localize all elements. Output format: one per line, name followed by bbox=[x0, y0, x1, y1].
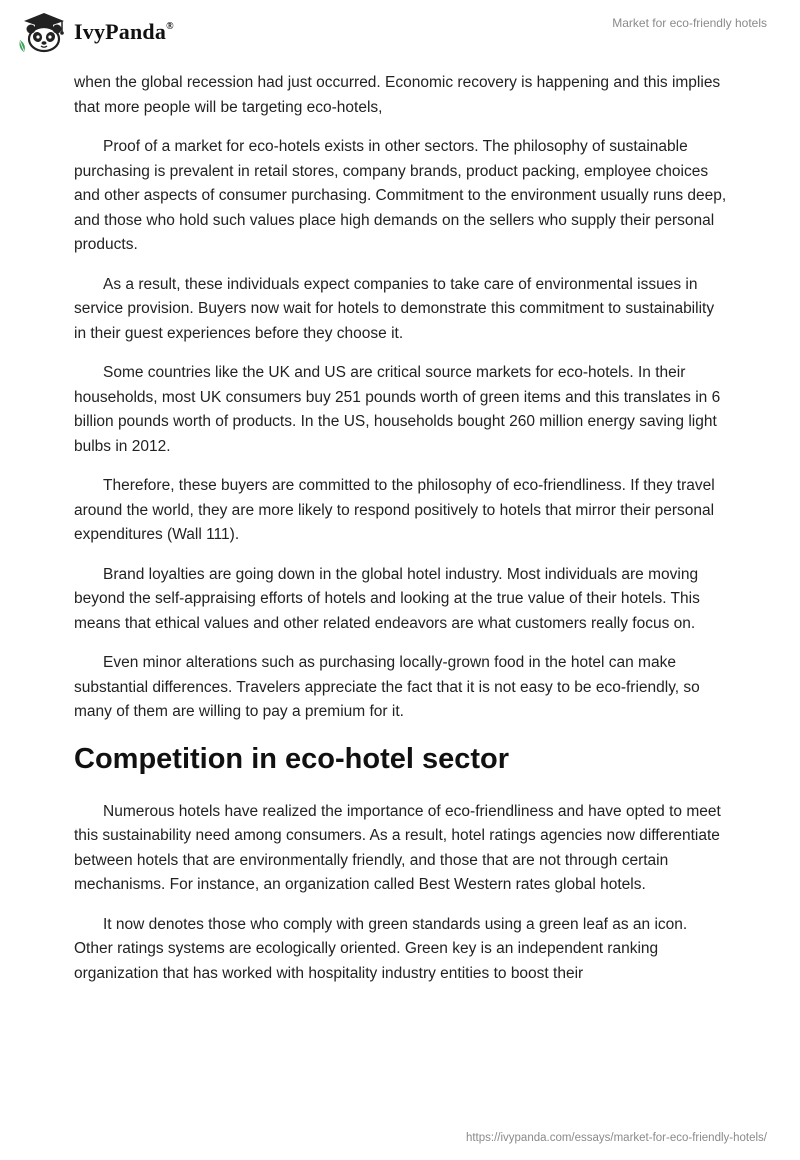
paragraph: As a result, these individuals expect companies to take care of environmental issues in service provision. Buyers now wait for hotels to demonstrate this commitment to sustainability in their guest experiences before they choose it. bbox=[74, 275, 715, 342]
source-url-link[interactable]: https://ivypanda.com/essays/market-for-eco-friendly-hotels/ bbox=[465, 1132, 767, 1144]
paragraph: It now denotes those who comply with green standards using a green leaf as an icon. Other ratings systems are ecologically oriented. Green key is an independent ranking organization that has worked with hospitality industry entities to boost their bbox=[74, 915, 688, 982]
paragraph: Even minor alterations such as purchasing locally-grown food in the hotel can make substantial differences. Travelers appreciate the fact that it is not easy to be eco-friendly, so many of them are willing to pay a premium for it. bbox=[74, 654, 700, 720]
logo-wordmark: IvyPanda® bbox=[74, 19, 174, 44]
paragraph: Proof of a market for eco-hotels exists in other sectors. The philosophy of sustainable purchasing is prevalent in retail stores, company brands, product packing, employee choices and other aspects of consumer purchasing. Commitment to the environment usually runs deep, and those who hold such values place high demands on the sellers who supply their personal products. bbox=[74, 138, 727, 253]
paragraph: Therefore, these buyers are committed to the philosophy of eco-friendliness. If they travel around the world, they are more likely to respond positively to hotels that mirror their personal expenditures (Wall 111). bbox=[74, 477, 715, 543]
ivypanda-logo[interactable] bbox=[16, 10, 174, 54]
essay-body bbox=[74, 71, 729, 1001]
paragraph: Brand loyalties are going down in the global hotel industry. Most individuals are moving beyond the self-appraising efforts of hotels and looking at the true value of their hotels. This means that ethical values and other related endeavors are what customers really focus on. bbox=[74, 565, 700, 632]
paragraph: Numerous hotels have realized the importance of eco-friendliness and have opted to meet this sustainability need among consumers. As a result, hotel ratings agencies now differentiate between hotels that are environmentally friendly, and those that are not through certain mechanisms. For instance, an organization called Best Western rates global hotels. bbox=[74, 802, 721, 893]
registered-mark: ® bbox=[166, 20, 174, 32]
page-header bbox=[0, 0, 800, 66]
document-title: Market for eco-friendly hotels bbox=[612, 16, 767, 30]
panda-graduation-cap-icon bbox=[16, 10, 72, 54]
paragraph: Some countries like the UK and US are critical source markets for eco-hotels. In their households, most UK consumers buy 251 pounds worth of green items and this translates in 6 billion pounds worth of products. In the US, households bought 260 million energy saving light bulbs in 2012. bbox=[74, 364, 721, 455]
paragraph-continuation: when the global recession had just occurred. Economic recovery is happening and this implies that more people will be targeting eco-hotels, bbox=[74, 74, 721, 116]
section-heading: Competition in eco-hotel sector bbox=[74, 742, 510, 775]
